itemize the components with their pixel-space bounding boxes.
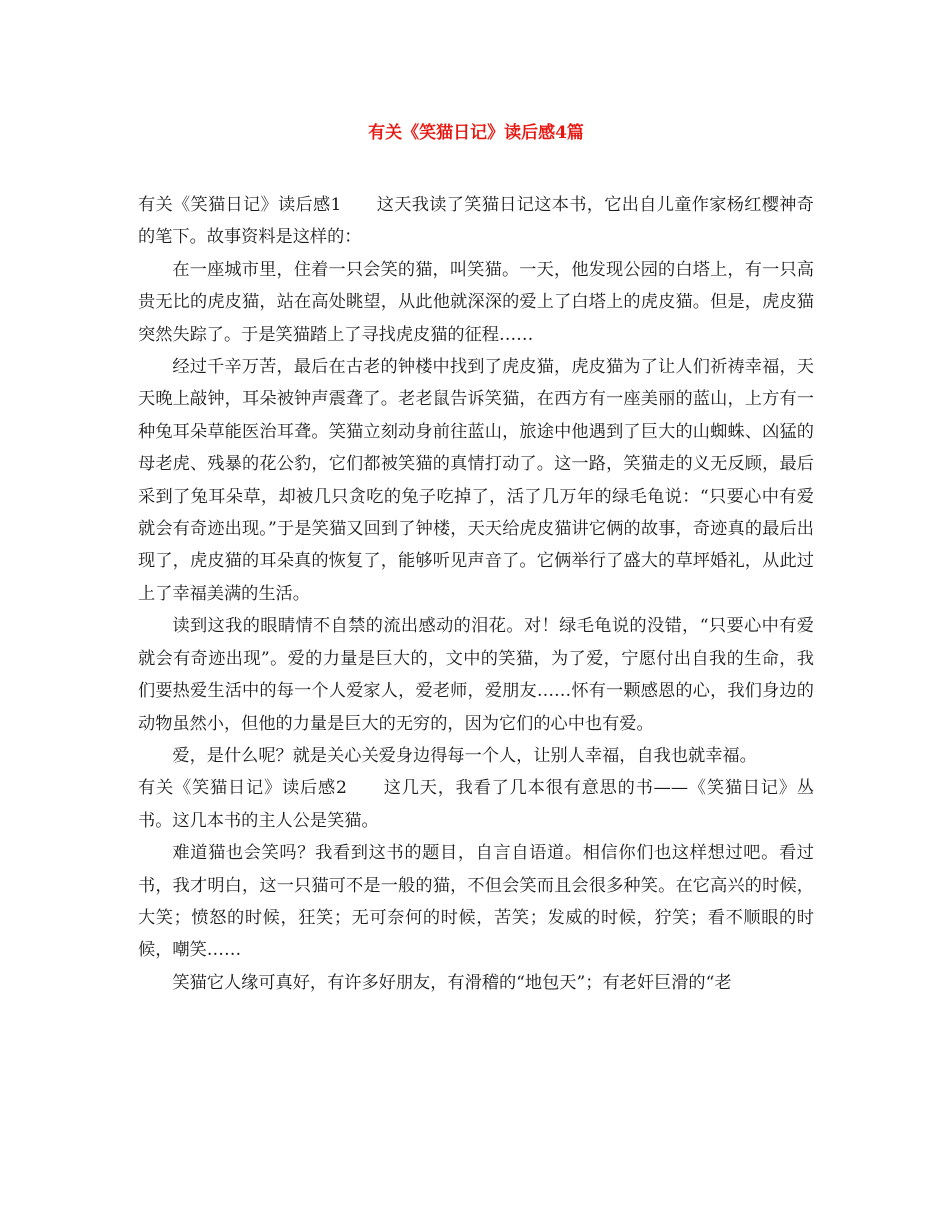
paragraph: 爱，是什么呢？就是关心关爱身边得每一个人，让别人幸福，自我也就幸福。 bbox=[172, 745, 757, 766]
heading-gap bbox=[347, 778, 384, 798]
paragraph-text: 这天我读了笑猫日记这本书，它出自儿童作家杨红樱神奇的笔下。故事资料是这样的： bbox=[138, 195, 814, 248]
paragraph: 在一座城市里，住着一只会笑的猫，叫笑猫。一天，他发现公园的白塔上，有一只高贵无比的虎皮猫，站在高处眺望，从此他就深深的爱上了白塔上的虎皮猫。但是，虎皮猫突然失踪了。于是笑猫踏上了寻找虎皮猫的征程…… bbox=[138, 259, 814, 345]
paragraph: 笑猫它人缘可真好，有许多好朋友，有滑稽的“地包天”；有老奸巨滑的“老 bbox=[172, 972, 732, 993]
paragraph: 经过千辛万苦，最后在古老的钟楼中找到了虎皮猫，虎皮猫为了让人们祈祷幸福，天天晚上敲钟，耳朵被钟声震聋了。老老鼠告诉笑猫，在西方有一座美丽的蓝山，上方有一种兔耳朵草能医治耳聋。笑猫立刻动身前往蓝山，旅途中他遇到了巨大的山蜘蛛、凶猛的母老虎、残暴的花公豹，它们都被笑猫的真情打动了。这一路，笑猫走的义无反顾，最后采到了兔耳朵草，却被几只贪吃的兔子吃掉了，活了几万年的绿毛龟说：“只要心中有爱就会有奇迹出现。”于是笑猫又回到了钟楼，天天给虎皮猫讲它俩的故事，奇迹真的最后出现了，虎皮猫的耳朵真的恢复了，能够听见声音了。它俩举行了盛大的草坪婚礼，从此过上了幸福美满的生活。 bbox=[138, 357, 814, 604]
document-title: 有关《笑猫日记》读后感4篇 bbox=[368, 123, 584, 143]
document-page bbox=[138, 0, 814, 1230]
section-heading: 有关《笑猫日记》读后感1 bbox=[138, 195, 342, 215]
paragraph-text: 这几天，我看了几本很有意思的书——《笑猫日记》丛书。这几本书的主人公是笑猫。 bbox=[138, 778, 814, 831]
paragraph: 读到这我的眼睛情不自禁的流出感动的泪花。对！绿毛龟说的没错，“只要心中有爱就会有奇迹出现”。爱的力量是巨大的，文中的笑猫，为了爱，宁愿付出自我的生命，我们要热爱生活中的每一个人爱家人，爱老师，爱朋友……怀有一颗感恩的心，我们身边的动物虽然小，但他的力量是巨大的无穷的，因为它们的心中也有爱。 bbox=[138, 616, 814, 734]
document-body bbox=[138, 189, 814, 999]
heading-gap bbox=[341, 195, 376, 215]
section-heading: 有关《笑猫日记》读后感2 bbox=[138, 778, 347, 799]
paragraph bbox=[138, 772, 814, 837]
paragraph bbox=[138, 189, 814, 254]
paragraph: 难道猫也会笑吗？我看到这书的题目，自言自语道。相信你们也这样想过吧。看过书，我才明白，这一只猫可不是一般的猫，不但会笑而且会很多种笑。在它高兴的时候，大笑；愤怒的时候，狂笑；无可奈何的时候，苦笑；发威的时候，狞笑；看不顺眼的时候，嘲笑…… bbox=[138, 843, 814, 961]
